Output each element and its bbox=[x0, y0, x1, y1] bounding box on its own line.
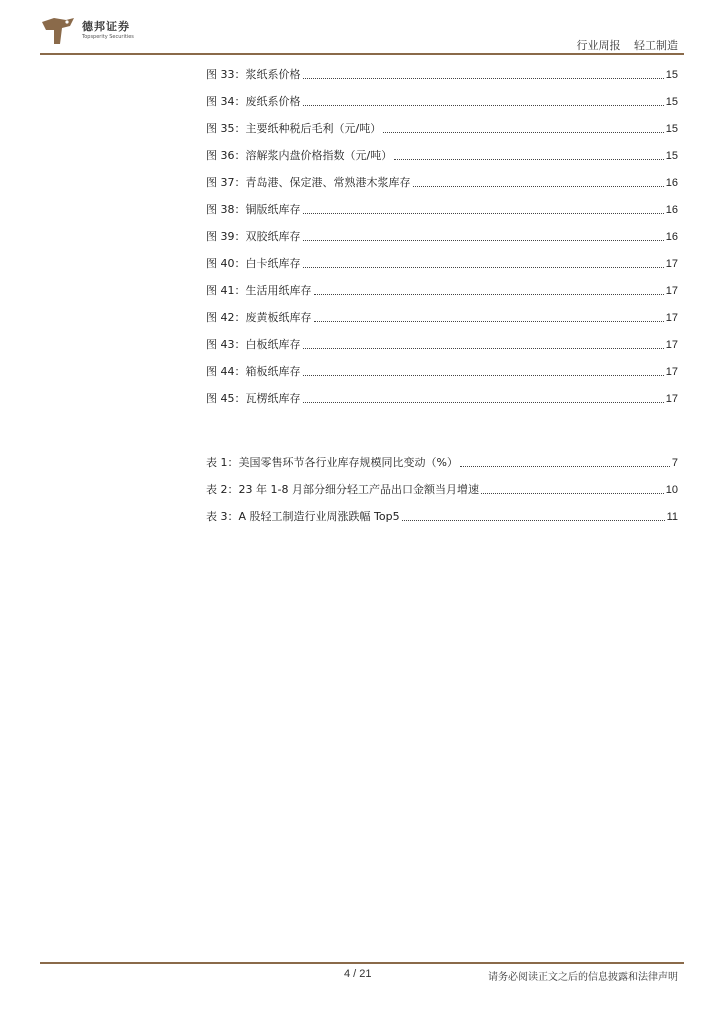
toc-entry-label: 图 35：主要纸种税后毛利（元/吨） bbox=[206, 122, 382, 135]
toc-entry-page: 15 bbox=[665, 150, 678, 162]
toc-entry[interactable] bbox=[206, 203, 678, 217]
dot-leader bbox=[383, 131, 664, 133]
toc-entry-page: 15 bbox=[665, 123, 678, 135]
toc-entry-label: 表 1：美国零售环节各行业库存规模同比变动（%） bbox=[206, 456, 458, 469]
toc-entry[interactable] bbox=[206, 122, 678, 136]
toc-entry-label: 图 41：生活用纸库存 bbox=[206, 284, 312, 297]
toc-entry[interactable] bbox=[206, 149, 678, 163]
dot-leader bbox=[303, 212, 664, 214]
report-type: 行业周报 bbox=[576, 39, 621, 52]
dot-leader bbox=[314, 320, 664, 322]
dot-leader bbox=[303, 239, 664, 241]
dot-leader bbox=[481, 492, 664, 494]
dot-leader bbox=[314, 293, 664, 295]
toc-entry-label: 图 45：瓦楞纸库存 bbox=[206, 392, 301, 405]
toc-entry-label: 表 3：A 股轻工制造行业周涨跌幅 Top5 bbox=[206, 510, 400, 523]
dot-leader bbox=[402, 519, 665, 521]
toc-entry-label: 图 37：青岛港、保定港、常熟港木浆库存 bbox=[206, 176, 411, 189]
toc-entry-page: 17 bbox=[665, 393, 678, 405]
toc-entry-label: 图 44：箱板纸库存 bbox=[206, 365, 301, 378]
dot-leader bbox=[303, 266, 664, 268]
toc-entry-label: 图 42：废黄板纸库存 bbox=[206, 311, 312, 324]
dot-leader bbox=[303, 374, 664, 376]
toc-entry[interactable] bbox=[206, 176, 678, 190]
report-category bbox=[567, 37, 679, 53]
toc-entry-label: 图 33：浆纸系价格 bbox=[206, 68, 301, 81]
toc-entry-label: 图 43：白板纸库存 bbox=[206, 338, 301, 351]
toc-entry-page: 10 bbox=[665, 484, 678, 496]
toc-entry-page: 17 bbox=[665, 285, 678, 297]
toc-entry-page: 16 bbox=[665, 177, 678, 189]
toc-entry[interactable] bbox=[206, 257, 678, 271]
dot-leader bbox=[413, 185, 664, 187]
toc-entry-page: 15 bbox=[665, 96, 678, 108]
toc-entry-page: 17 bbox=[665, 258, 678, 270]
logo-chinese-name: 德邦证券 bbox=[82, 20, 130, 33]
toc-entry[interactable] bbox=[206, 483, 678, 497]
toc-entry[interactable] bbox=[206, 456, 678, 470]
header-divider bbox=[40, 53, 684, 55]
toc-entry-page: 17 bbox=[665, 339, 678, 351]
toc-entry[interactable] bbox=[206, 284, 678, 298]
dot-leader bbox=[303, 77, 664, 79]
toc-entry-page: 17 bbox=[665, 312, 678, 324]
page-header bbox=[0, 0, 724, 60]
toc-entry[interactable] bbox=[206, 338, 678, 352]
toc-entry[interactable] bbox=[206, 311, 678, 325]
sector-name: 轻工制造 bbox=[634, 39, 678, 52]
toc-entry[interactable] bbox=[206, 68, 678, 82]
toc-entry-page: 16 bbox=[665, 204, 678, 216]
company-logo bbox=[40, 16, 140, 48]
dot-leader bbox=[394, 158, 664, 160]
toc-entry[interactable] bbox=[206, 510, 678, 524]
toc-entry-label: 图 40：白卡纸库存 bbox=[206, 257, 301, 270]
toc-entry[interactable] bbox=[206, 230, 678, 244]
toc-entry-label: 图 36：溶解浆内盘价格指数（元/吨） bbox=[206, 149, 393, 162]
dot-leader bbox=[303, 347, 664, 349]
toc-entry-page: 15 bbox=[665, 69, 678, 81]
toc-entry[interactable] bbox=[206, 95, 678, 109]
dot-leader bbox=[303, 401, 664, 403]
legal-disclaimer: 请务必阅读正文之后的信息披露和法律声明 bbox=[488, 972, 678, 983]
dot-leader bbox=[303, 104, 664, 106]
toc-entry-label: 图 39：双胶纸库存 bbox=[206, 230, 301, 243]
toc-entry-label: 图 34：废纸系价格 bbox=[206, 95, 301, 108]
page-number: 4 / 21 bbox=[344, 968, 372, 980]
footer-divider bbox=[40, 962, 684, 964]
toc-entry[interactable] bbox=[206, 365, 678, 379]
toc-entry[interactable] bbox=[206, 392, 678, 406]
dot-leader bbox=[460, 465, 670, 467]
toc-entry-label: 图 38：铜版纸库存 bbox=[206, 203, 301, 216]
toc-entry-page: 16 bbox=[665, 231, 678, 243]
logo-english-name: Topsperity Securities bbox=[82, 34, 134, 40]
logo-icon bbox=[40, 16, 76, 46]
toc-entry-page: 17 bbox=[665, 366, 678, 378]
toc-entry-label: 表 2：23 年 1-8 月部分细分轻工产品出口金额当月增速 bbox=[206, 483, 479, 496]
toc-entry-page: 7 bbox=[671, 457, 678, 469]
toc-entry-page: 11 bbox=[666, 511, 678, 523]
